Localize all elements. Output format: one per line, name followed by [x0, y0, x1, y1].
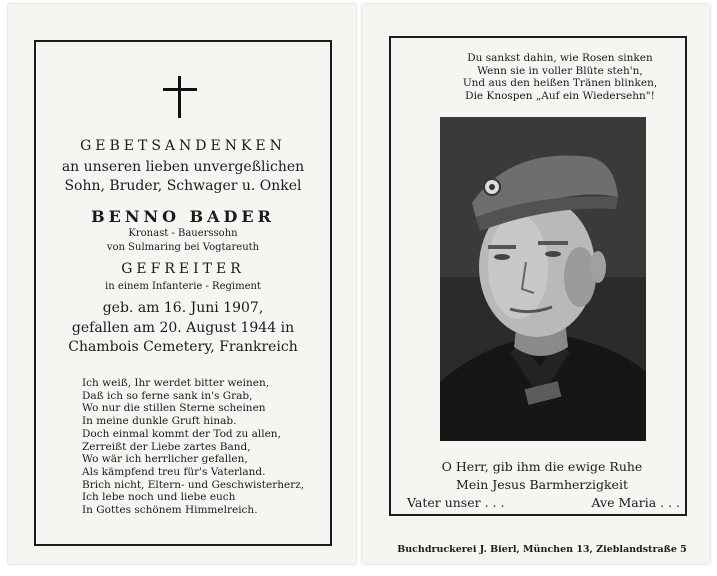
poem-line: In Gottes schönem Himmelreich.: [82, 504, 258, 517]
poem-line: Und aus den heißen Tränen blinken,: [462, 77, 658, 90]
poem-line: Doch einmal kommt der Tod zu allen,: [82, 427, 281, 440]
intro-line-1: an unseren lieben unvergeßlichen: [61, 159, 305, 175]
rank: GEFREITER: [121, 261, 245, 277]
memorial-card-left: [8, 4, 356, 564]
poem-right: [445, 52, 675, 103]
death-date: gefallen am 20. August 1944 in: [71, 320, 295, 336]
cross-icon: [163, 76, 197, 118]
portrait-illustration: [440, 117, 646, 441]
soldier-portrait-photo: [440, 117, 646, 441]
poem-left: [82, 377, 332, 517]
deceased-name: BENNO BADER: [91, 207, 275, 226]
unit: in einem Infanterie - Regiment: [105, 281, 261, 292]
poem-line: Ich weiß, Ihr werdet bitter weinen,: [82, 377, 270, 389]
poem-line: Als kämpfend treu für's Vaterland.: [82, 465, 266, 478]
poem-line: Wo nur die stillen Sterne scheinen: [82, 402, 266, 415]
prayer-line-2: Mein Jesus Barmherzigkeit: [456, 477, 628, 492]
memorial-card-right: [362, 4, 710, 564]
printer-imprint: Buchdruckerei J. Bierl, München 13, Zieblandstraße 5: [397, 544, 687, 555]
poem-line: Du sankst dahin, wie Rosen sinken: [467, 52, 653, 64]
poem-line: Brich nicht, Eltern- und Geschwisterherz,: [82, 478, 305, 491]
poem-line: Ich lebe noch und liebe euch: [82, 491, 236, 504]
death-place: Chambois Cemetery, Frankreich: [68, 339, 298, 355]
origin: von Sulmaring bei Vogtareuth: [106, 242, 260, 253]
poem-line: Wenn sie in voller Blüte steh'n,: [477, 64, 643, 77]
intro-line-2: Sohn, Bruder, Schwager u. Onkel: [64, 178, 302, 194]
poem-line: Zerreißt der Liebe zartes Band,: [82, 440, 251, 453]
birth-date: geb. am 16. Juni 1907,: [102, 300, 264, 316]
prayer-line-1: O Herr, gib ihm die ewige Ruhe: [441, 459, 643, 474]
poem-line: Wo wär ich herrlicher gefallen,: [82, 453, 248, 466]
poem-line: In meine dunkle Gruft hinab.: [82, 415, 237, 428]
prayer-ave-maria: Ave Maria . . .: [591, 495, 680, 510]
heading: GEBETSANDENKEN: [80, 138, 286, 154]
poem-line: Die Knospen „Auf ein Wiedersehn"!: [465, 90, 655, 103]
poem-line: Daß ich so ferne sank in's Grab,: [82, 389, 253, 402]
prayer-vater-unser: Vater unser . . .: [407, 495, 505, 510]
occupation: Kronast - Bauerssohn: [128, 228, 238, 239]
